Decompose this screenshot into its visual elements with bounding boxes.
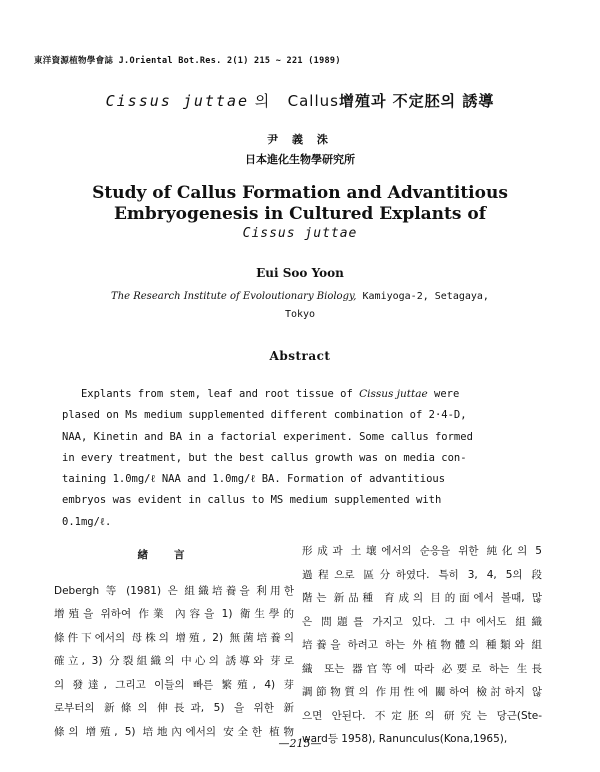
english-title (0, 183, 600, 243)
english-title-line1: Study of Callus Formation and Advantitious (92, 183, 508, 203)
abstract-line1b: were (427, 388, 460, 400)
abstract-line: plased on Ms medium supplemented different combination of 2·4-D, (62, 409, 467, 422)
abstract-line: 0.1mg/ℓ. (62, 515, 112, 528)
body-line: ward등 1958), Ranunculus(Kona,1965), (302, 733, 508, 745)
english-author: Eui Soo Yoon (256, 266, 344, 280)
korean-title-particle: 의 (254, 92, 271, 110)
abstract-line1a: Explants from stem, leaf and root tissue of (80, 388, 360, 400)
journal-header: 東洋資源植物學會誌 J.Oriental Bot.Res. 2(1) 215 ~ 221 (1989) (34, 56, 341, 66)
english-title-line2: Embryogenesis in Cultured Explants of (113, 204, 487, 224)
korean-author: 尹 義 洙 (267, 133, 333, 146)
body-line: 確立, 3) 分裂組織의 中心의 誘導와 芽로 (54, 655, 294, 667)
abstract-line (62, 384, 542, 405)
body-line: 은 問題를 가지고 있다. 그中에서도 組織 (302, 615, 542, 628)
body-line: 階는 新品種 育成의 目的面에서 볼때, 많 (302, 592, 542, 604)
korean-title (0, 90, 600, 111)
korean-institute: 日本進化生物學研究所 (245, 153, 355, 166)
body-line: Debergh 等 (1981) 은 組織培養을 利用한 (54, 584, 294, 597)
affiliation-institute: The Research Institute of Evoloutionary Biology, (111, 291, 357, 302)
body-line: 으면 안된다. 不定胚의 研究는 당근(Ste- (302, 709, 542, 722)
affiliation-address: Kamiyoga-2, Setagaya, (362, 291, 489, 302)
english-title-species: Cissus juttae (242, 226, 358, 241)
body-column-right (302, 540, 542, 752)
body-line: 織 또는 器官等에 따라 必要로 하는 生長 (302, 662, 542, 675)
body-line: 條件下에서의 母株의 增殖, 2) 無菌培養의 (54, 631, 294, 644)
abstract-line: NAA, Kinetin and BA in a factorial experiment. Some callus formed (62, 430, 473, 443)
body-column-left (54, 544, 294, 744)
korean-title-species: Cissus juttae (105, 92, 250, 110)
korean-title-rest: 增殖과 不定胚의 誘導 (338, 92, 495, 110)
body-line: 增殖을 위하여 作業 內容을 1) 衛生學的 (54, 608, 294, 620)
korean-title-callus: Callus (287, 92, 339, 110)
body-line: 調節物質의 作用性에 關하여 檢討하지 않 (302, 686, 542, 698)
body-line: 形成과 土壤에서의 순응을 위한 純化의 5 (302, 545, 542, 557)
body-line: 로부터의 新條의 伸長과, 5) 을 위한 新 (54, 702, 294, 714)
body-line: 過程으로 區分하였다. 특히 3, 4, 5의 段 (302, 568, 542, 581)
abstract-line: embryos was evident in callus to MS medium supplemented with (62, 494, 442, 507)
page-number: —215— (278, 737, 322, 750)
abstract-species: Cissus juttae (359, 388, 428, 400)
abstract-line: taining 1.0mg/ℓ NAA and 1.0mg/ℓ BA. Formation of advantitious (62, 473, 446, 486)
body-line: 培養을 하려고 하는 外植物體의 種類와 組 (302, 639, 542, 651)
section-heading: 緖言 (137, 549, 211, 561)
abstract-heading: Abstract (269, 349, 331, 363)
body-line: 의 發達, 그리고 이들의 빠른 繁殖, 4) 芽 (54, 678, 294, 691)
abstract-line: in every treatment, but the best callus growth was on media con- (62, 451, 467, 464)
abstract-body (62, 384, 542, 533)
body-line: 條의 增殖, 5) 培地內에서의 安全한 植物 (54, 725, 294, 738)
affiliation (50, 288, 550, 324)
affiliation-city: Tokyo (284, 309, 316, 320)
